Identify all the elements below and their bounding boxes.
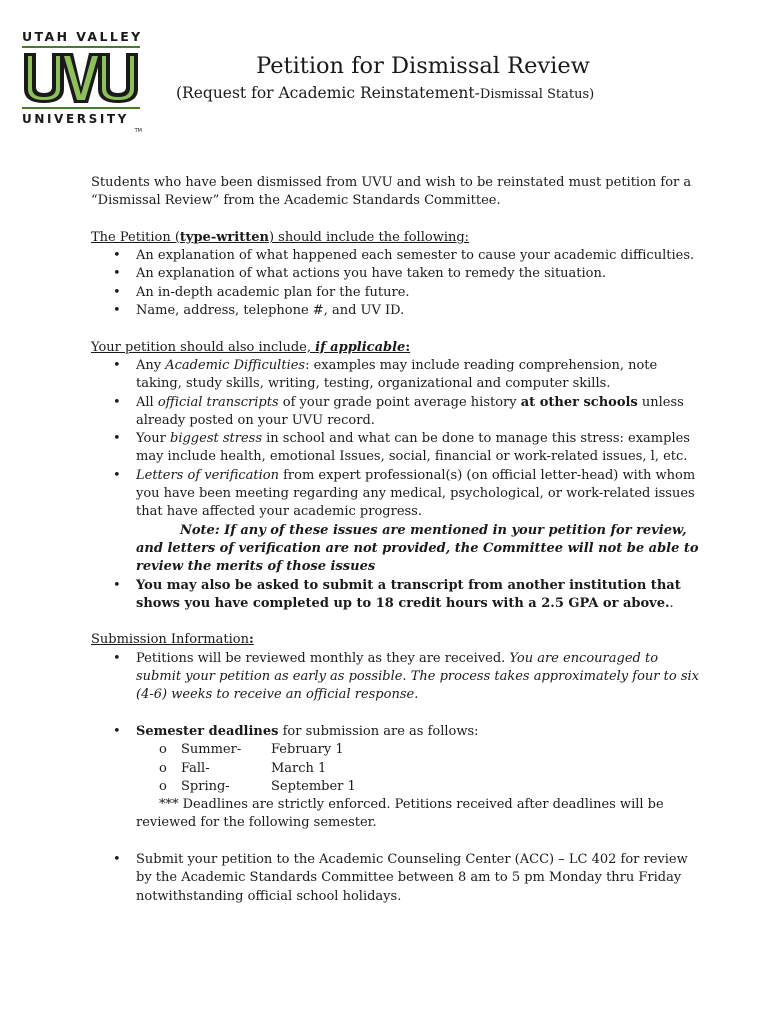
logo-top-rule [22, 46, 140, 48]
submit-list [91, 851, 701, 906]
deadline-item: o Spring- September 1 [91, 778, 701, 796]
list-item: • Letters of verification from expert professional(s) (on official letter-head) with whom you have been meeting regarding any medical, psychological, or work-related issues that have affected your academic progress. [91, 467, 701, 522]
deadline-dates [91, 741, 701, 796]
list-item: • Petitions will be reviewed monthly as they are received. You are encouraged to submit your petition as early as possible. The process takes approximately four to six (4-6) weeks to receive an official response. [91, 650, 701, 705]
list-item: • You may also be asked to submit a transcript from another institution that shows you have completed up to 18 credit hours with a 2.5 GPA or above.. [91, 577, 701, 614]
verification-note: Note: If any of these issues are mentioned in your petition for review, and letters of verification are not provided, the Committee will not be able to review the merits of those issues [136, 522, 699, 575]
intro-paragraph: Students who have been dismissed from UVU and wish to be reinstated must petition for a “Dismissal Review” from the Academic Standards Committee. [91, 175, 692, 209]
list-item: • All official transcripts of your grade point average history at other schools unless already posted on your UVU record. [91, 394, 701, 431]
list-item: • An explanation of what happened each semester to cause your academic difficulties. [91, 247, 701, 265]
list-item: • An in-depth academic plan for the future. [91, 284, 701, 302]
page-subtitle [176, 84, 594, 102]
title-text: Petition for Dismissal Review [256, 53, 590, 79]
list-item: • Submit your petition to the Academic Counseling Center (ACC) – LC 402 for review by the Academic Standards Committee between 8 am to 5 pm Monday thru Friday notwithstanding official school holidays. [91, 851, 701, 906]
document-body [91, 174, 701, 906]
list-item: • An explanation of what actions you have taken to remedy the situation. [91, 265, 701, 283]
transcript-list [91, 577, 701, 614]
submission-heading: Submission Information: [91, 632, 254, 648]
logo-top-text: UTAH VALLEY [22, 29, 143, 44]
page-title [0, 53, 770, 79]
logo-trademark: TM [134, 128, 142, 134]
list-item: • Name, address, telephone #, and UV ID. [91, 302, 701, 320]
list-item: • Any Academic Difficulties: examples may include reading comprehension, note taking, study skills, writing, testing, organizational and computer skills. [91, 357, 701, 394]
petition-list [91, 247, 701, 320]
also-list [91, 357, 701, 522]
subtitle-main: (Request for Academic Reinstatement- [176, 84, 480, 102]
subtitle-small: Dismissal Status) [479, 87, 595, 102]
submission-list [91, 650, 701, 705]
logo-bottom-rule [22, 107, 140, 109]
deadline-item: o Summer- February 1 [91, 741, 701, 759]
deadline-item: o Fall- March 1 [91, 760, 701, 778]
also-heading: Your petition should also include, if applicable: [91, 339, 411, 355]
list-item: • Your biggest stress in school and what can be done to manage this stress: examples may include health, emotional Issues, social, financial or work-related issues, l, etc. [91, 430, 701, 467]
list-item: • Semester deadlines for submission are as follows: [91, 723, 701, 741]
petition-heading: The Petition (type-written) should include the following: [91, 229, 470, 245]
deadlines-list [91, 723, 701, 741]
logo-bottom-text: UNIVERSITY [22, 112, 129, 126]
deadline-note: *** Deadlines are strictly enforced. Petitions received after deadlines will be reviewed for the following semester. [136, 797, 664, 831]
